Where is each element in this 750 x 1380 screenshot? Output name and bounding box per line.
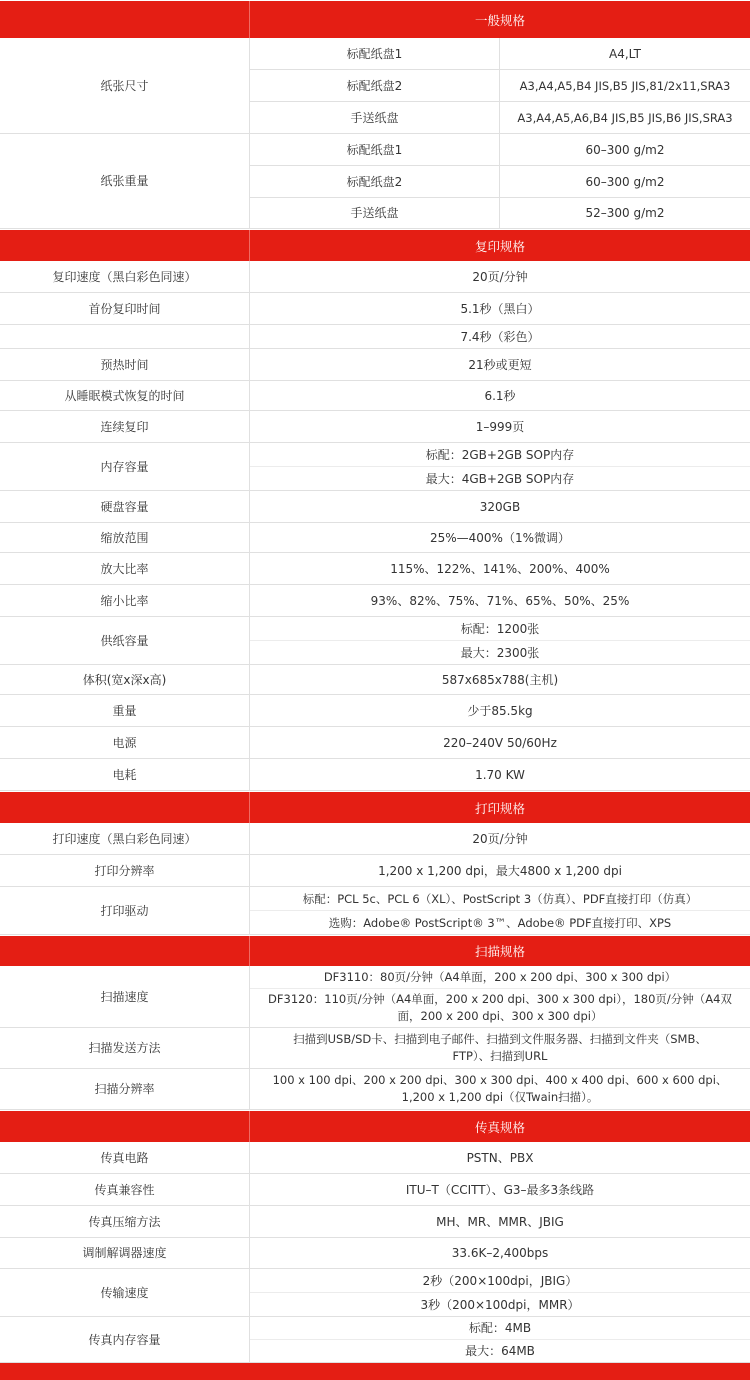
row-label: 传真内存容量 <box>0 1317 250 1363</box>
row-value: 1,200 x 1,200 dpi，最大4800 x 1,200 dpi <box>250 855 750 887</box>
row-value: 最大：4GB+2GB SOP内存 <box>250 466 750 490</box>
row-label: 电耗 <box>0 759 250 791</box>
row-value: 3秒（200×100dpi，MMR） <box>250 1292 750 1316</box>
row-value: 100 x 100 dpi、200 x 200 dpi、300 x 300 dpi、400 x 400 dpi、600 x 600 dpi、 1,200 x 1,200 dpi（仅Twain扫描）。 <box>250 1069 750 1110</box>
row-label: 传真压缩方法 <box>0 1206 250 1238</box>
section-header-scan <box>0 935 750 966</box>
row-value: 2秒（200×100dpi，JBIG） <box>422 1273 578 1288</box>
row-label: 传真兼容性 <box>0 1174 250 1206</box>
row-label-paper-weight: 纸张重量 <box>0 134 250 229</box>
row-label: 缩小比率 <box>0 585 250 617</box>
row-label-paper-size: 纸张尺寸 <box>0 38 250 134</box>
section-title: 扫描规格 <box>474 944 525 959</box>
section-title: 复印规格 <box>474 238 525 254</box>
row-value-stack <box>250 1317 750 1363</box>
tray-label: 标配纸盘2 <box>250 166 500 198</box>
paper-size-value: A4,LT <box>500 38 750 70</box>
row-label: 打印驱动 <box>0 887 250 935</box>
row-label: 调制解调器速度 <box>0 1238 250 1269</box>
row-label: 连续复印 <box>0 411 250 443</box>
tray-label: 手送纸盘 <box>250 198 500 229</box>
row-value: ITU–T（CCITT）、G3–最多3条线路 <box>250 1174 750 1206</box>
paper-weight-value: 60–300 g/m2 <box>500 166 750 198</box>
row-value: 5.1秒（黑白） <box>250 293 750 325</box>
tray-label: 标配纸盘2 <box>250 70 500 102</box>
section-title: 打印规格 <box>474 800 525 816</box>
row-value: 选购：Adobe® PostScript® 3™、Adobe® PDF直接打印、XPS <box>250 910 750 934</box>
row-value: DF3120：110页/分钟（A4单面，200 x 200 dpi、300 x 300 dpi），180页/分钟（A4双 面，200 x 200 dpi、300 x 300 dpi） <box>250 988 750 1027</box>
row-value: 标配：PCL 5c、PCL 6（XL）、PostScript 3（仿真）、PDF直接打印（仿真） <box>302 891 698 906</box>
row-label: 首份复印时间 <box>0 293 250 325</box>
row-label: 传真电路 <box>0 1142 250 1174</box>
row-value: 标配：2GB+2GB SOP内存 <box>425 447 575 462</box>
row-label: 内存容量 <box>0 443 250 491</box>
paper-weight-value: 52–300 g/m2 <box>500 198 750 229</box>
row-value: 少于85.5kg <box>250 695 750 727</box>
section-title: 传真规格 <box>474 1119 525 1135</box>
tray-label: 标配纸盘1 <box>250 38 500 70</box>
row-value: 115%、122%、141%、200%、400% <box>250 553 750 585</box>
row-value: 93%、82%、75%、71%、65%、50%、25% <box>250 585 750 617</box>
row-label: 从睡眠模式恢复的时间 <box>0 381 250 411</box>
row-label: 扫描分辨率 <box>0 1069 250 1110</box>
row-value: 25%—400%（1%微调） <box>250 523 750 553</box>
row-label: 打印速度（黑白彩色同速） <box>0 823 250 855</box>
row-value: 220–240V 50/60Hz <box>250 727 750 759</box>
row-label-empty <box>0 325 250 349</box>
tray-label: 手送纸盘 <box>250 102 500 134</box>
row-value: 20页/分钟 <box>250 261 750 293</box>
row-value-stack <box>250 617 750 665</box>
row-value-stack <box>250 966 750 1028</box>
row-value: MH、MR、MMR、JBIG <box>250 1206 750 1238</box>
row-label: 电源 <box>0 727 250 759</box>
row-value: 1.70 KW <box>250 759 750 791</box>
row-label: 复印速度（黑白彩色同速） <box>0 261 250 293</box>
row-value: 标配：4MB <box>468 1321 532 1335</box>
paper-size-value: A3,A4,A5,A6,B4 JIS,B5 JIS,B6 JIS,SRA3 <box>500 102 750 134</box>
row-value: 1–999页 <box>250 411 750 443</box>
row-label: 供纸容量 <box>0 617 250 665</box>
section-title: 一般规格 <box>474 12 525 28</box>
row-value-stack <box>250 443 750 491</box>
row-label: 体积(宽x深x高) <box>0 665 250 695</box>
tray-label: 标配纸盘1 <box>250 134 500 166</box>
section-header-fax <box>0 1110 750 1142</box>
row-value: 最大：2300张 <box>250 640 750 664</box>
row-value: 标配：1200张 <box>460 621 540 636</box>
row-value: 6.1秒 <box>250 381 750 411</box>
row-label: 硬盘容量 <box>0 491 250 523</box>
row-value: 33.6K–2,400bps <box>250 1238 750 1269</box>
row-label: 缩放范围 <box>0 523 250 553</box>
row-value: PSTN、PBX <box>250 1142 750 1174</box>
section-header-print <box>0 791 750 823</box>
row-value: 7.4秒（彩色） <box>250 325 750 349</box>
row-value: 扫描到USB/SD卡、扫描到电子邮件、扫描到文件服务器、扫描到文件夹（SMB、 FTP）、扫描到URL <box>250 1028 750 1069</box>
row-value: DF3110：80页/分钟（A4单面，200 x 200 dpi、300 x 300 dpi） <box>323 970 677 984</box>
section-header-general <box>0 0 750 38</box>
row-label: 传输速度 <box>0 1269 250 1317</box>
section-header-copy <box>0 229 750 261</box>
row-value: 20页/分钟 <box>250 823 750 855</box>
paper-weight-value: 60–300 g/m2 <box>500 134 750 166</box>
footer-bar <box>0 1363 750 1380</box>
row-label: 打印分辨率 <box>0 855 250 887</box>
row-label: 放大比率 <box>0 553 250 585</box>
row-value-stack <box>250 887 750 935</box>
row-value: 587x685x788(主机) <box>250 665 750 695</box>
row-value: 21秒或更短 <box>250 349 750 381</box>
row-value: 320GB <box>250 491 750 523</box>
row-label: 预热时间 <box>0 349 250 381</box>
row-value: 最大：64MB <box>250 1339 750 1362</box>
row-label: 重量 <box>0 695 250 727</box>
paper-size-value: A3,A4,A5,B4 JIS,B5 JIS,81/2x11,SRA3 <box>500 70 750 102</box>
row-value-stack <box>250 1269 750 1317</box>
row-label: 扫描发送方法 <box>0 1028 250 1069</box>
row-label: 扫描速度 <box>0 966 250 1028</box>
